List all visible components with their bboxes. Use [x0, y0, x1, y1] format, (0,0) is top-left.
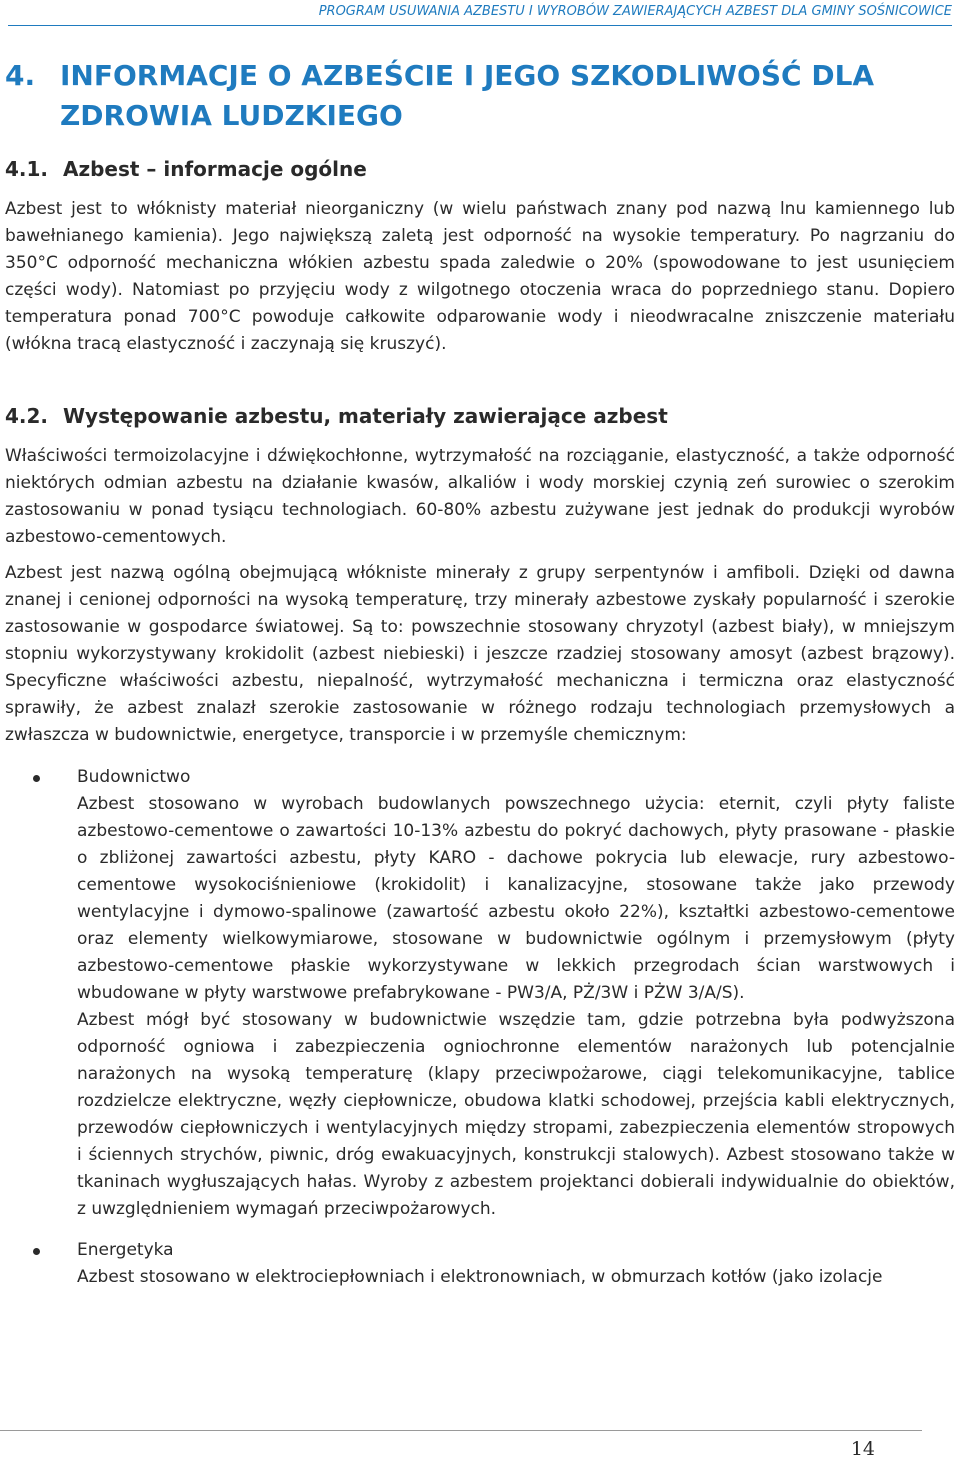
- list-item: [5, 1237, 955, 1291]
- chapter-number: 4.: [5, 59, 36, 92]
- section-spacer: [5, 367, 955, 401]
- paragraph: Azbest jest nazwą ogólną obejmującą włókniste minerały z grupy serpentynów i amfiboli. Dzięki od dawna znanej i cenionej odporności na wysoką temperaturę, trzy minerały azbestowe zyskały popularność i szerokie zastosowanie w gospodarce światowej. Są to: powszechnie stosowany chryzotyl (azbest biały), w mniejszym stopniu wykorzystywany krokidolit (azbest niebieski) i jeszcze rzadziej stosowany amosyt (azbest brązowy). Specyficzne właściwości azbestu, niepalność, wytrzymałość mechaniczna i termiczna oraz elastyczność sprawiły, że azbest znalazł szerokie zastosowanie w różnego rodzaju technologiach przemysłowych a zwłaszcza w budownictwie, energetyce, transporcie i w przemyśle chemicznym:: [5, 563, 955, 745]
- section-heading: [5, 154, 955, 184]
- list-item-paragraph: Azbest stosowano w elektrociepłowniach i elektronowniach, w obmurzach kotłów (jako izolacje: [77, 1267, 883, 1287]
- section-4-1: [5, 154, 955, 358]
- section-number: 4.2.: [5, 404, 49, 428]
- section-heading: [5, 401, 955, 431]
- page-number: 14: [850, 1438, 875, 1460]
- running-header: PROGRAM USUWANIA AZBESTU I WYROBÓW ZAWIERAJĄCYCH AZBEST DLA GMINY SOŚNICOWICE: [8, 4, 952, 26]
- footer-divider: [0, 1430, 922, 1431]
- list-item: [5, 764, 955, 1223]
- chapter-title: INFORMACJE O AZBEŚCIE I JEGO SZKODLIWOŚĆ DLA ZDROWIA LUDZKIEGO: [60, 59, 875, 132]
- list-item-title: Budownictwo: [77, 767, 191, 787]
- list-item-paragraph: Azbest mógł być stosowany w budownictwie wszędzie tam, gdzie potrzebna była podwyższona odporność ogniowa i zabezpieczenia ogniochronne elementów narażonych lub potencjalnie narażonych na wysoką temperaturę (klapy przeciwpożarowe, ciągi telekomunikacyjne, tablice rozdzielcze elektryczne, węzły ciepłownicze, obudowa klatki schodowej, przejścia kabli elektrycznych, przewodów ciepłowniczych i wentylacyjnych między stropami, zabezpieczenia elementów stropowych i ściennych strychów, piwnic, dróg ewakuacyjnych, konstrukcji stalowych). Azbest stosowano także w tkaninach wygłuszających hałas. Wyroby z azbestem projektanci dobierali indywidualnie do obiektów, z uwzględnieniem wymagań przeciwpożarowych.: [77, 1010, 955, 1219]
- page-content: [5, 56, 955, 1305]
- paragraph: Azbest jest to włóknisty materiał nieorganiczny (w wielu państwach znany pod nazwą lnu kamiennego lub bawełnianego kamienia). Jego największą zaletą jest odporność na wysokie temperatury. Po nagrzaniu do 350°C odporność mechaniczna włókien azbestu spada zaledwie o 20% (spowodowane to jest usunięciem części wody). Natomiast po przyjęciu wody z wilgotnego otoczenia wraca do poprzedniego stanu. Dopiero temperatura ponad 700°C powoduje całkowite odparowanie wody i nieodwracalne zniszczenie materiału (włókna tracą elastyczność i zaczynają się kruszyć).: [5, 199, 955, 354]
- bullet-icon: [33, 775, 40, 782]
- application-list: [5, 764, 955, 1291]
- section-4-2: [5, 401, 955, 1291]
- list-item-title: Energetyka: [77, 1240, 174, 1260]
- section-number: 4.1.: [5, 157, 49, 181]
- paragraph: Właściwości termoizolacyjne i dźwiękochłonne, wytrzymałość na rozciąganie, elastyczność, a także odporność niektórych odmian azbestu na działanie kwasów, alkaliów i wody morskiej czynią zeń surowiec o szerokim zastosowaniu w ponad tysiącu technologiach. 60-80% azbestu zużywane jest jednak do produkcji wyrobów azbestowo-cementowych.: [5, 446, 955, 547]
- section-title: Azbest – informacje ogólne: [63, 157, 367, 181]
- bullet-icon: [33, 1248, 40, 1255]
- section-title: Występowanie azbestu, materiały zawierające azbest: [63, 404, 668, 428]
- list-item-paragraph: Azbest stosowano w wyrobach budowlanych powszechnego użycia: eternit, czyli płyty faliste azbestowo-cementowe o zawartości 10-13% azbestu do pokryć dachowych, płyty prasowane - płaskie o zbliżonej zawartości azbestu, płyty KARO - dachowe pokrycia lub elewacje, rury azbestowo-cementowe wysokociśnieniowe (krokidolit) i kanalizacyjne, stosowane także jako przewody wentylacyjne i dymowo-spalinowe (zawartość azbestu około 22%), kształtki azbestowo-cementowe oraz elementy wielkowymiarowe, stosowane w budownictwie ogólnym i przemysłowym (płyty azbestowo-cementowe płaskie wykorzystywane w lekkich przegrodach ścian warstwowych i wbudowane w płyty warstwowe prefabrykowane - PW3/A, PŻ/3W i PŻW 3/A/S).: [77, 794, 955, 1003]
- chapter-heading: [5, 56, 955, 136]
